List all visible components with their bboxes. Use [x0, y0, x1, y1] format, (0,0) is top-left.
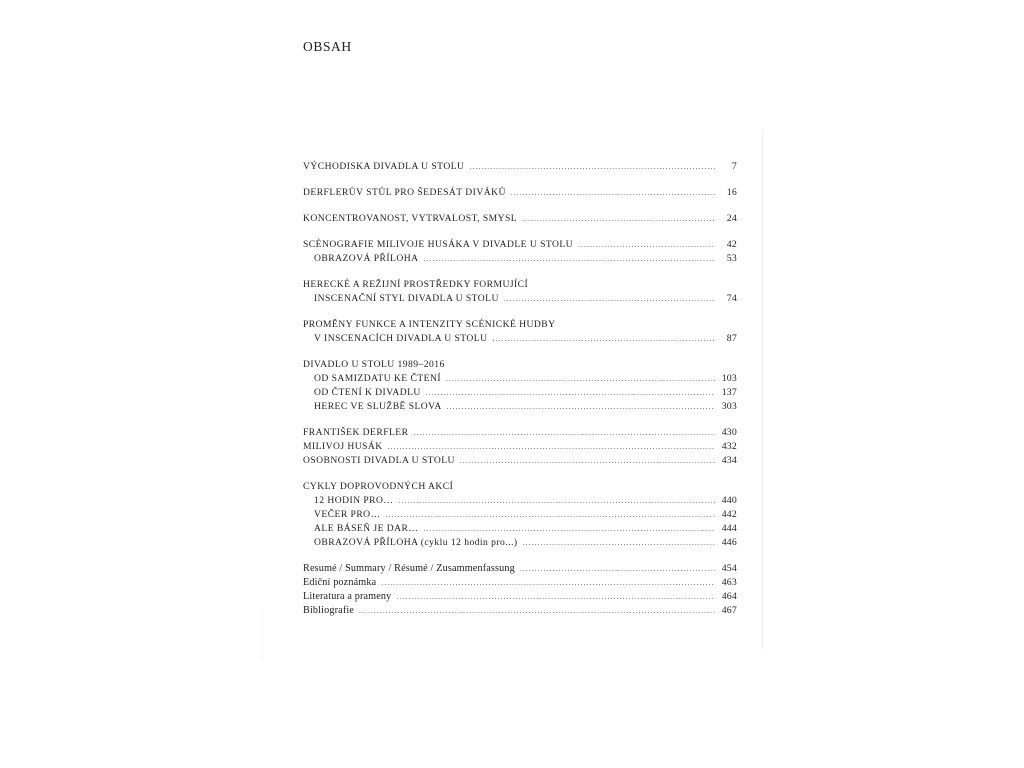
toc-subentry-page: 103	[721, 373, 737, 384]
toc-entry-title: KONCENTROVANOST, VYTRVALOST, SMYSL	[303, 213, 518, 224]
leader-dots	[423, 522, 715, 536]
leader-dots	[469, 160, 715, 174]
toc-entry-title: Ediční poznámka	[303, 577, 377, 588]
toc-entry-continuation	[303, 292, 737, 306]
leader-dots	[423, 252, 715, 266]
toc-entry-title: DERFLERŮV STŮL PRO ŠEDESÁT DIVÁKŮ	[303, 187, 506, 198]
toc-group	[303, 480, 737, 550]
toc-entry-title-cont: V INSCENACÍCH DIVADLA U STOLU	[314, 333, 488, 344]
toc-entry	[303, 454, 737, 468]
toc-subentry-title: OD ČTENÍ K DIVADLU	[314, 387, 421, 398]
toc-entry	[303, 212, 737, 226]
toc-subentry-title: HEREC VE SLUŽBĚ SLOVA	[314, 401, 442, 412]
toc-entry	[303, 160, 737, 174]
toc-entry-title: Bibliografie	[303, 605, 355, 616]
toc-subentry	[303, 252, 737, 266]
toc-entry	[303, 562, 737, 576]
leader-dots	[522, 536, 715, 550]
toc-entry-page: 463	[721, 577, 737, 588]
leader-dots	[388, 440, 715, 454]
toc-entry	[303, 318, 737, 332]
toc-subentry-page: 442	[721, 509, 737, 520]
toc-group	[303, 426, 737, 468]
toc-subentry-title: OD SAMIZDATU KE ČTENÍ	[314, 373, 441, 384]
toc-group	[303, 238, 737, 266]
toc-entry	[303, 426, 737, 440]
leader-dots	[426, 386, 715, 400]
toc-subentry-page: 444	[721, 523, 737, 534]
toc-entry	[303, 238, 737, 252]
toc-group	[303, 160, 737, 174]
leader-dots	[359, 604, 715, 618]
toc-entry	[303, 358, 737, 372]
toc-subentry-page: 303	[721, 401, 737, 412]
leader-dots	[460, 454, 715, 468]
toc-group	[303, 358, 737, 414]
toc-subentry	[303, 372, 737, 386]
toc-subentry-page: 53	[726, 253, 737, 264]
toc-entry-title: MILIVOJ HUSÁK	[303, 441, 383, 452]
toc-entry-title: Resumé / Summary / Résumé / Zusammenfassung	[303, 563, 515, 574]
toc-entry-page: 464	[721, 591, 737, 602]
toc-entry-page: 454	[721, 563, 737, 574]
toc-entry-page: 87	[726, 333, 737, 344]
leader-dots	[493, 332, 716, 346]
leader-dots	[386, 508, 715, 522]
leader-dots	[578, 238, 715, 252]
toc-group	[303, 212, 737, 226]
toc-subentry-page: 137	[721, 387, 737, 398]
scan-edge-shadow	[762, 130, 763, 650]
leader-dots	[522, 212, 715, 226]
toc-entry-page: 434	[721, 455, 737, 466]
toc-group	[303, 318, 737, 346]
toc-entry-title: FRANTIŠEK DERFLER	[303, 427, 409, 438]
toc-entry-page: 432	[721, 441, 737, 452]
toc-entry-page: 467	[721, 605, 737, 616]
toc-entry	[303, 576, 737, 590]
scan-edge-shadow	[262, 610, 263, 660]
toc-entry-continuation	[303, 332, 737, 346]
toc-entry-page: 430	[721, 427, 737, 438]
table-of-contents	[303, 160, 737, 618]
toc-entry-title: SCÉNOGRAFIE MILIVOJE HUSÁKA V DIVADLE U STOLU	[303, 239, 574, 250]
toc-entry-page: 24	[726, 213, 737, 224]
toc-subentry	[303, 508, 737, 522]
toc-subentry-title: VEČER PRO…	[314, 509, 381, 520]
toc-subentry	[303, 494, 737, 508]
leader-dots	[398, 494, 715, 508]
toc-subentry-title: ALE BÁSEŇ JE DAR…	[314, 523, 419, 534]
toc-entry-title: CYKLY DOPROVODNÝCH AKCÍ	[303, 481, 454, 492]
toc-entry	[303, 440, 737, 454]
toc-subentry	[303, 386, 737, 400]
toc-group	[303, 186, 737, 200]
toc-entry-page: 7	[731, 161, 737, 172]
leader-dots	[504, 292, 715, 306]
page-title: OBSAH	[303, 39, 352, 54]
leader-dots	[413, 426, 715, 440]
toc-entry-title: OSOBNOSTI DIVADLA U STOLU	[303, 455, 455, 466]
toc-entry-page: 42	[726, 239, 737, 250]
leader-dots	[446, 372, 715, 386]
toc-group	[303, 278, 737, 306]
toc-entry	[303, 590, 737, 604]
toc-subentry-page: 446	[721, 537, 737, 548]
toc-entry-title: HERECKÉ A REŽIJNÍ PROSTŘEDKY FORMUJÍCÍ	[303, 279, 529, 290]
leader-dots	[511, 186, 715, 200]
toc-entry-title: PROMĚNY FUNKCE A INTENZITY SCÉNICKÉ HUDBY	[303, 319, 556, 330]
toc-subentry-title: OBRAZOVÁ PŘÍLOHA	[314, 253, 419, 264]
toc-entry-title: Literatura a prameny	[303, 591, 392, 602]
toc-subentry-title: OBRAZOVÁ PŘÍLOHA (cyklu 12 hodin pro...)	[314, 537, 518, 548]
leader-dots	[381, 576, 715, 590]
leader-dots	[447, 400, 715, 414]
toc-entry-title: DIVADLO U STOLU 1989–2016	[303, 359, 445, 370]
toc-subentry	[303, 536, 737, 550]
leader-dots	[520, 562, 715, 576]
toc-entry	[303, 278, 737, 292]
toc-entry-page: 16	[726, 187, 737, 198]
toc-subentry	[303, 400, 737, 414]
toc-entry	[303, 604, 737, 618]
toc-entry-title: VÝCHODISKA DIVADLA U STOLU	[303, 161, 465, 172]
toc-subentry-page: 440	[721, 495, 737, 506]
toc-group	[303, 562, 737, 618]
toc-entry	[303, 186, 737, 200]
leader-dots	[396, 590, 715, 604]
toc-subentry	[303, 522, 737, 536]
toc-entry-page: 74	[726, 293, 737, 304]
toc-entry-title-cont: INSCENAČNÍ STYL DIVADLA U STOLU	[314, 293, 499, 304]
toc-entry	[303, 480, 737, 494]
toc-subentry-title: 12 HODIN PRO…	[314, 495, 394, 506]
